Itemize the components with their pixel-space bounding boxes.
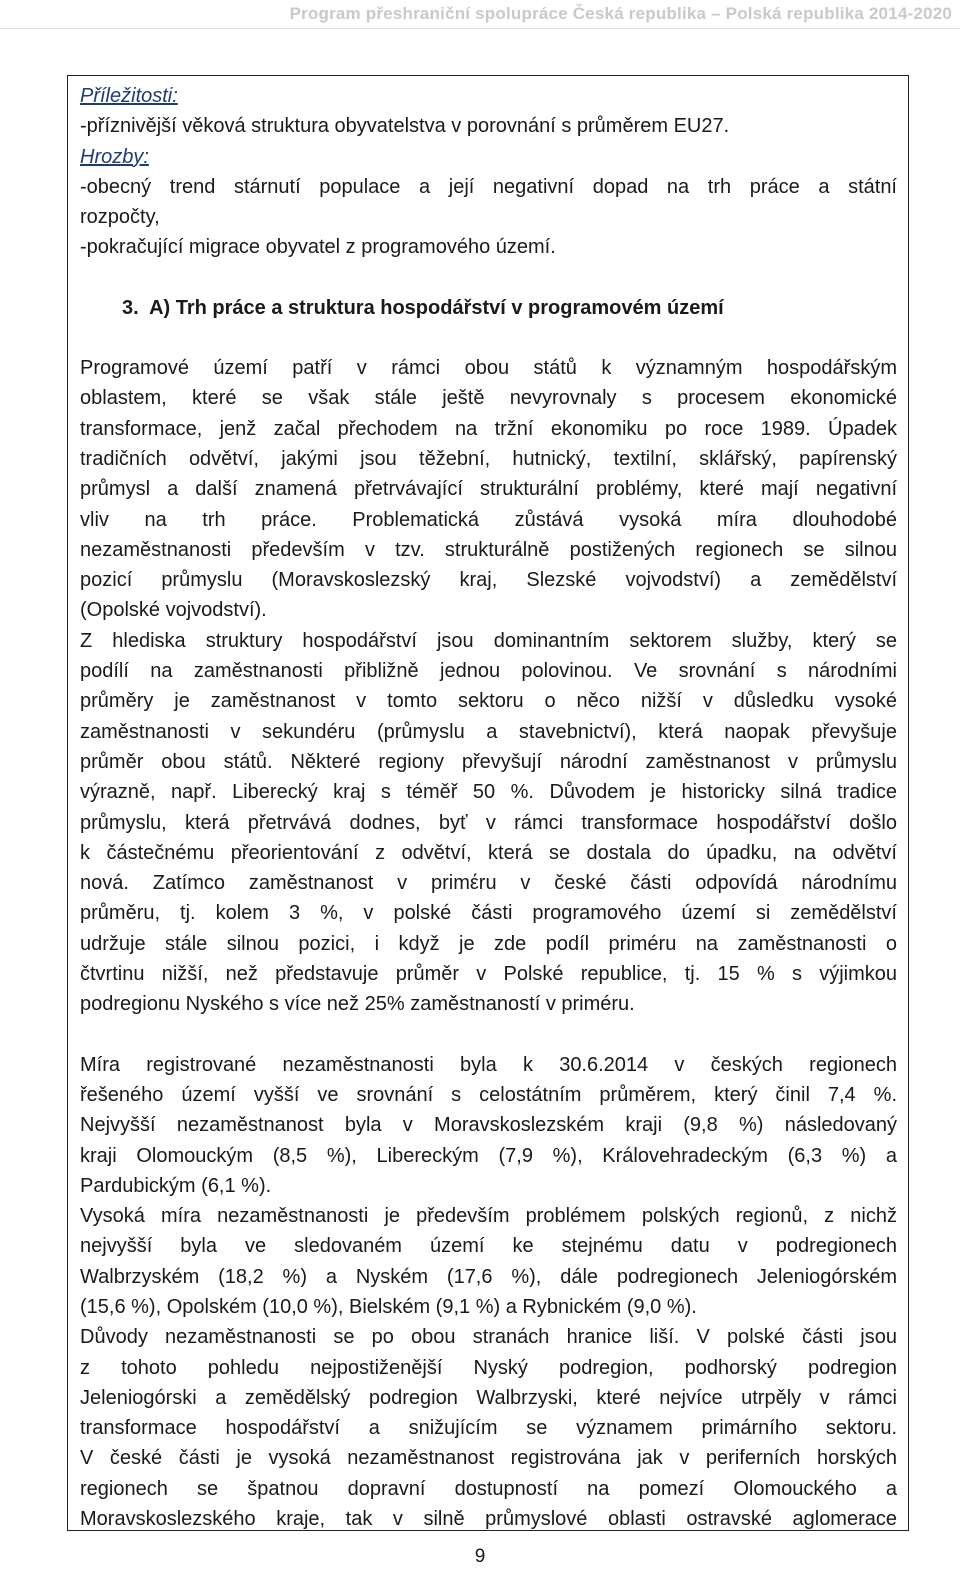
text-line: Moravskoslezského kraje, tak v silně průmyslové oblasti ostravské aglomerace xyxy=(80,1508,897,1531)
text-line: Nejvyšší nezaměstnanost byla v Moravskoslezském kraji (9,8 %) následovaný xyxy=(80,1114,897,1137)
running-header: Program přeshraniční spolupráce Česká republika – Polská republika 2014-2020 xyxy=(289,4,952,23)
text-line: Jeleniogórski a zemědělský podregion Walbrzyski, které nejvíce utrpěly v rámci xyxy=(80,1386,897,1409)
text-line: Z hlediska struktury hospodářství jsou dominantním sektorem služby, který se xyxy=(80,629,897,652)
threats-label: Hrozby: xyxy=(80,145,149,168)
text-line: průměru, tj. kolem 3 %, v polské části programového území si zemědělství xyxy=(80,902,897,925)
content-frame xyxy=(67,75,909,1531)
text-line: (Opolské vojvodství). xyxy=(80,599,267,622)
text-line: kraji Olomouckým (8,5 %), Libereckým (7,9 %), Královehradeckým (6,3 %) a xyxy=(80,1144,897,1167)
text-line: Walbrzyském (18,2 %) a Nyském (17,6 %), dále podregionech Jeleniogórském xyxy=(80,1265,897,1288)
paragraph-2 xyxy=(80,626,897,1020)
text-line: průměr obou států. Některé regiony převyšují národní zaměstnanost v průmyslu xyxy=(80,750,897,773)
paragraph-5 xyxy=(80,1322,897,1531)
text-line: rozpočty, xyxy=(80,206,160,229)
text-line: nezaměstnanosti především v tzv. strukturálně postižených regionech se silnou xyxy=(80,538,897,561)
text-line: vliv na trh práce. Problematická zůstává vysoká míra dlouhodobé xyxy=(80,508,897,531)
text-line: k částečnému přeorientování z odvětví, která se dostala do úpadku, na odvětví xyxy=(80,841,897,864)
paragraph-1 xyxy=(80,353,897,626)
spacer xyxy=(80,263,897,293)
threats-item-2: -pokračující migrace obyvatel z programového území. xyxy=(80,236,556,259)
text-line: nejvyšší byla ve sledovaném území ke stejnému datu v podregionech xyxy=(80,1235,897,1258)
text-line: průměry je zaměstnanost v tomto sektoru o něco nižší v důsledku vysoké xyxy=(80,690,897,713)
text-line: -obecný trend stárnutí populace a její negativní dopad na trh práce a státní xyxy=(80,175,897,198)
text-line: (15,6 %), Opolském (10,0 %), Bielském (9,1 %) a Rybnickém (9,0 %). xyxy=(80,1295,697,1318)
text-line: Pardubickým (6,1 %). xyxy=(80,1174,272,1197)
section-title: A) Trh práce a struktura hospodářství v programovém území xyxy=(149,296,724,319)
text-line: oblastem, které se však stále ještě nevyrovnaly s procesem ekonomické xyxy=(80,387,897,410)
text-line: podílí na zaměstnanosti přibližně jednou polovinou. Ve srovnání s národními xyxy=(80,660,897,683)
text-line: výrazně, např. Liberecký kraj s téměř 50 %. Důvodem je historicky silná tradice xyxy=(80,781,897,804)
text-line: V české části je vysoká nezaměstnanost registrována jak v periferních horských xyxy=(80,1447,897,1470)
text-line: pozicí průmyslu (Moravskoslezský kraj, Slezské vojvodství) a zemědělství xyxy=(80,569,897,592)
text-line: nová. Zatímco zaměstnanost v primέru v české části odpovídá národnímu xyxy=(80,872,897,895)
text-line: Programové území patří v rámci obou států k významným hospodářským xyxy=(80,357,897,380)
text-line: podregionu Nyského s více než 25% zaměstnaností v priméru. xyxy=(80,993,635,1016)
section-heading xyxy=(80,293,897,323)
header-divider xyxy=(0,28,960,29)
section-number: 3. xyxy=(122,296,139,319)
paragraph-4 xyxy=(80,1201,897,1322)
text-line: Míra registrované nezaměstnanosti byla k 30.6.2014 v českých regionech xyxy=(80,1053,897,1076)
threats-item-1 xyxy=(80,172,897,233)
text-line: udržuje stále silnou pozici, i když je zde podíl priméru na zaměstnanosti o xyxy=(80,932,897,955)
text-line: průmyslu, která přetrvává dodnes, byť v rámci transformace hospodářství došlo xyxy=(80,811,897,834)
text-line: řešeného území vyšší ve srovnání s celostátním průměrem, který činil 7,4 %. xyxy=(80,1083,897,1106)
paragraph-3 xyxy=(80,1050,897,1201)
text-line: Důvody nezaměstnanosti se po obou stranách hranice liší. V polské části jsou xyxy=(80,1326,897,1349)
text-line: zaměstnanosti v sekundéru (průmyslu a stavebnictví), která naopak převyšuje xyxy=(80,720,897,743)
page-number: 9 xyxy=(474,1546,486,1567)
text-line: tradičních odvětví, jakými jsou těžební, hutnický, textilní, sklářský, papírenský xyxy=(80,447,897,470)
text-line: Vysoká míra nezaměstnanosti je především problémem polských regionů, z nichž xyxy=(80,1205,897,1228)
opportunities-item: -příznivější věková struktura obyvatelstva v porovnání s průměrem EU27. xyxy=(80,115,730,138)
text-line: transformace, jenž začal přechodem na tržní ekonomiku po roce 1989. Úpadek xyxy=(80,417,897,440)
spacer xyxy=(80,1020,897,1050)
opportunities-label: Příležitosti: xyxy=(80,85,178,107)
text-line: regionech se špatnou dopravní dostupností na pomezí Olomouckého a xyxy=(80,1477,897,1500)
text-line: čtvrtinu nižší, než představuje průměr v Polské republice, tj. 15 % s výjimkou xyxy=(80,963,897,986)
text-line: transformace hospodářství a snižujícím se významem primárního sektoru. xyxy=(80,1417,897,1440)
text-line: průmysl a další znamená přetrvávající strukturální problémy, které mají negativní xyxy=(80,478,897,501)
spacer xyxy=(80,323,897,353)
text-line: z tohoto pohledu nejpostiženější Nyský podregion, podhorský podregion xyxy=(80,1356,897,1379)
